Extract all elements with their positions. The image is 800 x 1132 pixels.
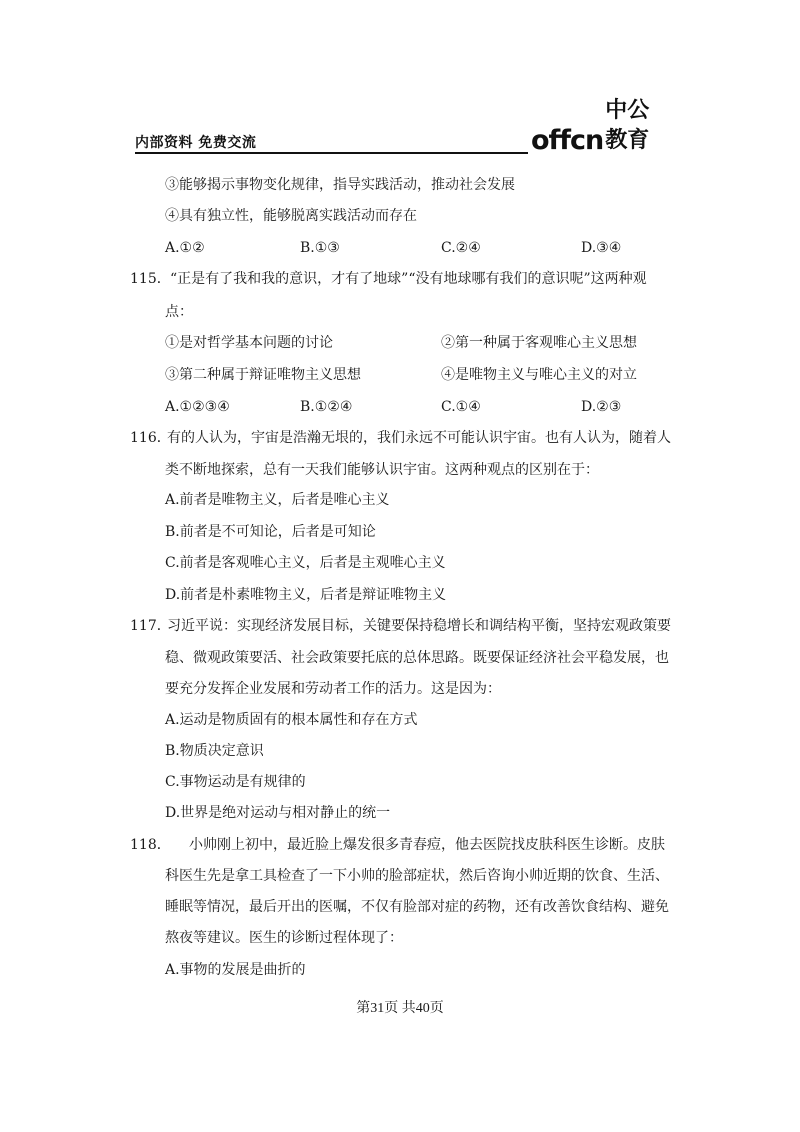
q115-option-b: B.①②④: [300, 399, 353, 415]
q117-stem-line-2: 稳、微观政策要活、社会政策要托底的总体思路。既要保证经济社会平稳发展，也: [165, 650, 669, 666]
q117-option-a: A.运动是物质固有的根本属性和存在方式: [165, 712, 418, 728]
q114-item-3: ③能够揭示事物变化规律，指导实践活动，推动社会发展: [165, 177, 515, 193]
q118-stem-line-3: 睡眠等情况，最后开出的医嘱，不仅有脸部对症的药物，还有改善饮食结构、避免: [165, 899, 669, 915]
q116-option-d: D.前者是朴素唯物主义，后者是辩证唯物主义: [165, 587, 447, 603]
page-header: [135, 98, 670, 160]
q115-item-3: ③第二种属于辩证唯物主义思想: [165, 367, 361, 383]
q114-option-b: B.①③: [300, 240, 340, 256]
q116-option-a: A.前者是唯物主义，后者是唯心主义: [165, 492, 390, 508]
q117-number: 117．: [130, 618, 171, 634]
q116-option-c: C.前者是客观唯心主义，后者是主观唯心主义: [165, 555, 446, 571]
q114-item-4: ④具有独立性，能够脱离实践活动而存在: [165, 208, 417, 224]
q114-option-d: D.③④: [581, 240, 622, 256]
logo-english: offcn: [531, 125, 604, 156]
q118-stem-line-4: 熬夜等建议。医生的诊断过程体现了：: [165, 930, 403, 946]
q114-option-a: A.①②: [165, 240, 205, 256]
q115-item-1: ①是对哲学基本问题的讨论: [165, 335, 333, 351]
q115-stem-line-1: “正是有了我和我的意识，才有了地球”“没有地球哪有我们的意识呢”这两种观: [170, 271, 647, 287]
offcn-logo: [531, 98, 670, 156]
q115-item-2: ②第一种属于客观唯心主义思想: [441, 335, 637, 351]
q118-option-a: A.事物的发展是曲折的: [165, 962, 306, 978]
q118-stem-line-1: 小帅刚上初中，最近脸上爆发很多青春痘，他去医院找皮肤科医生诊断。皮肤: [189, 837, 665, 853]
q116-stem-line-2: 类不断地探索，总有一天我们能够认识宇宙。这两种观点的区别在于：: [165, 462, 599, 478]
q117-stem-line-1: 习近平说：实现经济发展目标，关键要保持稳增长和调结构平衡，坚持宏观政策要: [167, 618, 671, 634]
logo-chinese: 中公教育: [605, 98, 650, 153]
q115-option-c: C.①④: [441, 399, 481, 415]
q117-option-d: D.世界是绝对运动与相对静止的统一: [165, 805, 391, 821]
q115-option-d: D.②③: [581, 399, 622, 415]
q116-stem-line-1: 有的人认为，宇宙是浩瀚无垠的，我们永远不可能认识宇宙。也有人认为，随着人: [167, 430, 671, 446]
q114-option-c: C.②④: [441, 240, 481, 256]
q116-number: 116．: [130, 430, 171, 446]
q118-number: 118．: [130, 837, 171, 853]
q115-stem-line-2: 点：: [165, 304, 193, 320]
q115-number: 115．: [130, 271, 171, 287]
q115-option-a: A.①②③④: [165, 399, 230, 415]
q117-option-b: B.物质决定意识: [165, 743, 264, 759]
q118-stem-line-2: 科医生先是拿工具检查了一下小帅的脸部症状，然后咨询小帅近期的饮食、生活、: [165, 868, 669, 884]
header-label: 内部资料 免费交流: [135, 135, 257, 151]
q116-option-b: B.前者是不可知论，后者是可知论: [165, 524, 376, 540]
header-rule: [135, 152, 528, 154]
page-number: 第31页 共40页: [356, 1001, 444, 1016]
q115-item-4: ④是唯物主义与唯心主义的对立: [441, 367, 637, 383]
q117-stem-line-3: 要充分发挥企业发展和劳动者工作的活力。这是因为：: [165, 681, 501, 697]
q117-option-c: C.事物运动是有规律的: [165, 774, 306, 790]
